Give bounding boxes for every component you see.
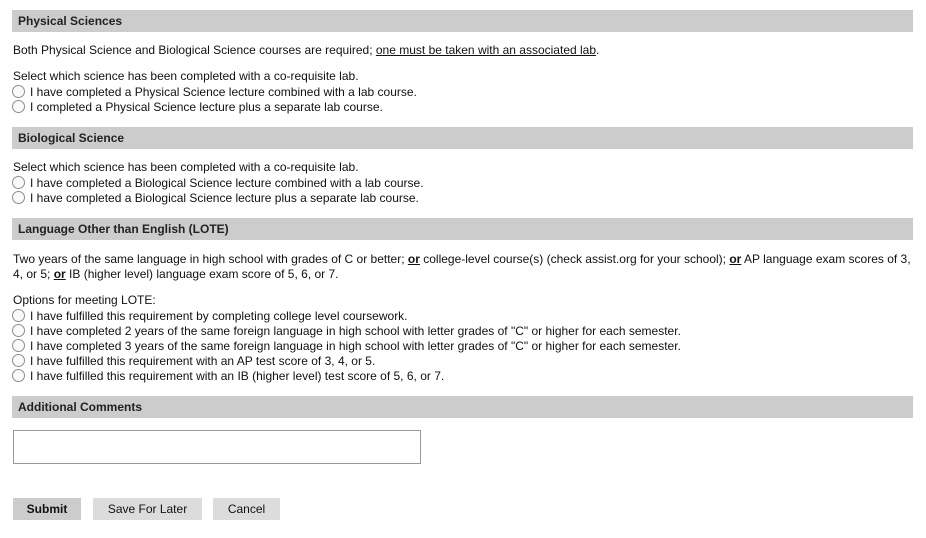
radio-label: I have completed 3 years of the same foreign language in high school with letter grades of "C" or higher for each semester.: [30, 338, 681, 353]
radio-label: I completed a Physical Science lecture plus a separate lab course.: [30, 99, 383, 114]
lote-option-ap[interactable]: [12, 353, 375, 368]
cancel-button[interactable]: Cancel: [213, 498, 280, 520]
or-emphasis: or: [53, 267, 66, 281]
additional-comments-header: Additional Comments: [12, 396, 913, 418]
lote-desc-text: Two years of the same language in high school with grades of C or better;: [13, 252, 408, 266]
lote-option-3-years[interactable]: [12, 338, 681, 353]
lote-option-college[interactable]: [12, 308, 408, 323]
or-emphasis: or: [407, 252, 420, 266]
submit-button[interactable]: Submit: [13, 498, 81, 520]
physical-prompt: Select which science has been completed with a co-requisite lab.: [13, 69, 359, 83]
save-for-later-button[interactable]: Save For Later: [93, 498, 202, 520]
radio-button[interactable]: [12, 100, 25, 113]
physical-intro-period: .: [596, 43, 600, 57]
radio-button[interactable]: [12, 354, 25, 367]
radio-label: I have completed a Physical Science lecture combined with a lab course.: [30, 84, 417, 99]
lote-desc-text: IB (higher level) language exam score of 5, 6, or 7.: [65, 267, 339, 281]
physical-intro: [13, 43, 599, 58]
radio-label: I have completed a Biological Science lecture combined with a lab course.: [30, 175, 424, 190]
lab-requirement-note: one must be taken with an associated lab: [375, 43, 597, 57]
radio-button[interactable]: [12, 191, 25, 204]
lote-option-2-years[interactable]: [12, 323, 681, 338]
radio-button[interactable]: [12, 176, 25, 189]
radio-label: I have fulfilled this requirement with an IB (higher level) test score of 5, 6, or 7.: [30, 368, 445, 383]
lote-desc-text: college-level course(s) (check assist.org for your school);: [419, 252, 730, 266]
or-emphasis: or: [729, 252, 742, 266]
lote-option-ib[interactable]: [12, 368, 444, 383]
radio-button[interactable]: [12, 369, 25, 382]
lote-prompt: Options for meeting LOTE:: [13, 293, 156, 307]
radio-button[interactable]: [12, 85, 25, 98]
biological-science-header: Biological Science: [12, 127, 913, 149]
radio-label: I have completed a Biological Science lecture plus a separate lab course.: [30, 190, 419, 205]
lote-header: Language Other than English (LOTE): [12, 218, 913, 240]
radio-label: I have completed 2 years of the same foreign language in high school with letter grades of "C" or higher for each semester.: [30, 323, 681, 338]
biological-option-separate[interactable]: [12, 190, 419, 205]
radio-label: I have fulfilled this requirement with an AP test score of 3, 4, or 5.: [30, 353, 376, 368]
physical-intro-text: Both Physical Science and Biological Science courses are required;: [13, 43, 376, 57]
radio-label: I have fulfilled this requirement by completing college level coursework.: [30, 308, 408, 323]
biological-option-combined[interactable]: [12, 175, 424, 190]
radio-button[interactable]: [12, 309, 25, 322]
physical-option-combined[interactable]: [12, 84, 417, 99]
biological-prompt: Select which science has been completed with a co-requisite lab.: [13, 160, 359, 174]
additional-comments-input[interactable]: [13, 430, 421, 464]
radio-button[interactable]: [12, 324, 25, 337]
lote-description: [13, 252, 913, 282]
physical-option-separate[interactable]: [12, 99, 383, 114]
physical-sciences-header: Physical Sciences: [12, 10, 913, 32]
radio-button[interactable]: [12, 339, 25, 352]
lote-desc-text: AP language exam scores of 3, 4, or 5;: [13, 252, 911, 281]
